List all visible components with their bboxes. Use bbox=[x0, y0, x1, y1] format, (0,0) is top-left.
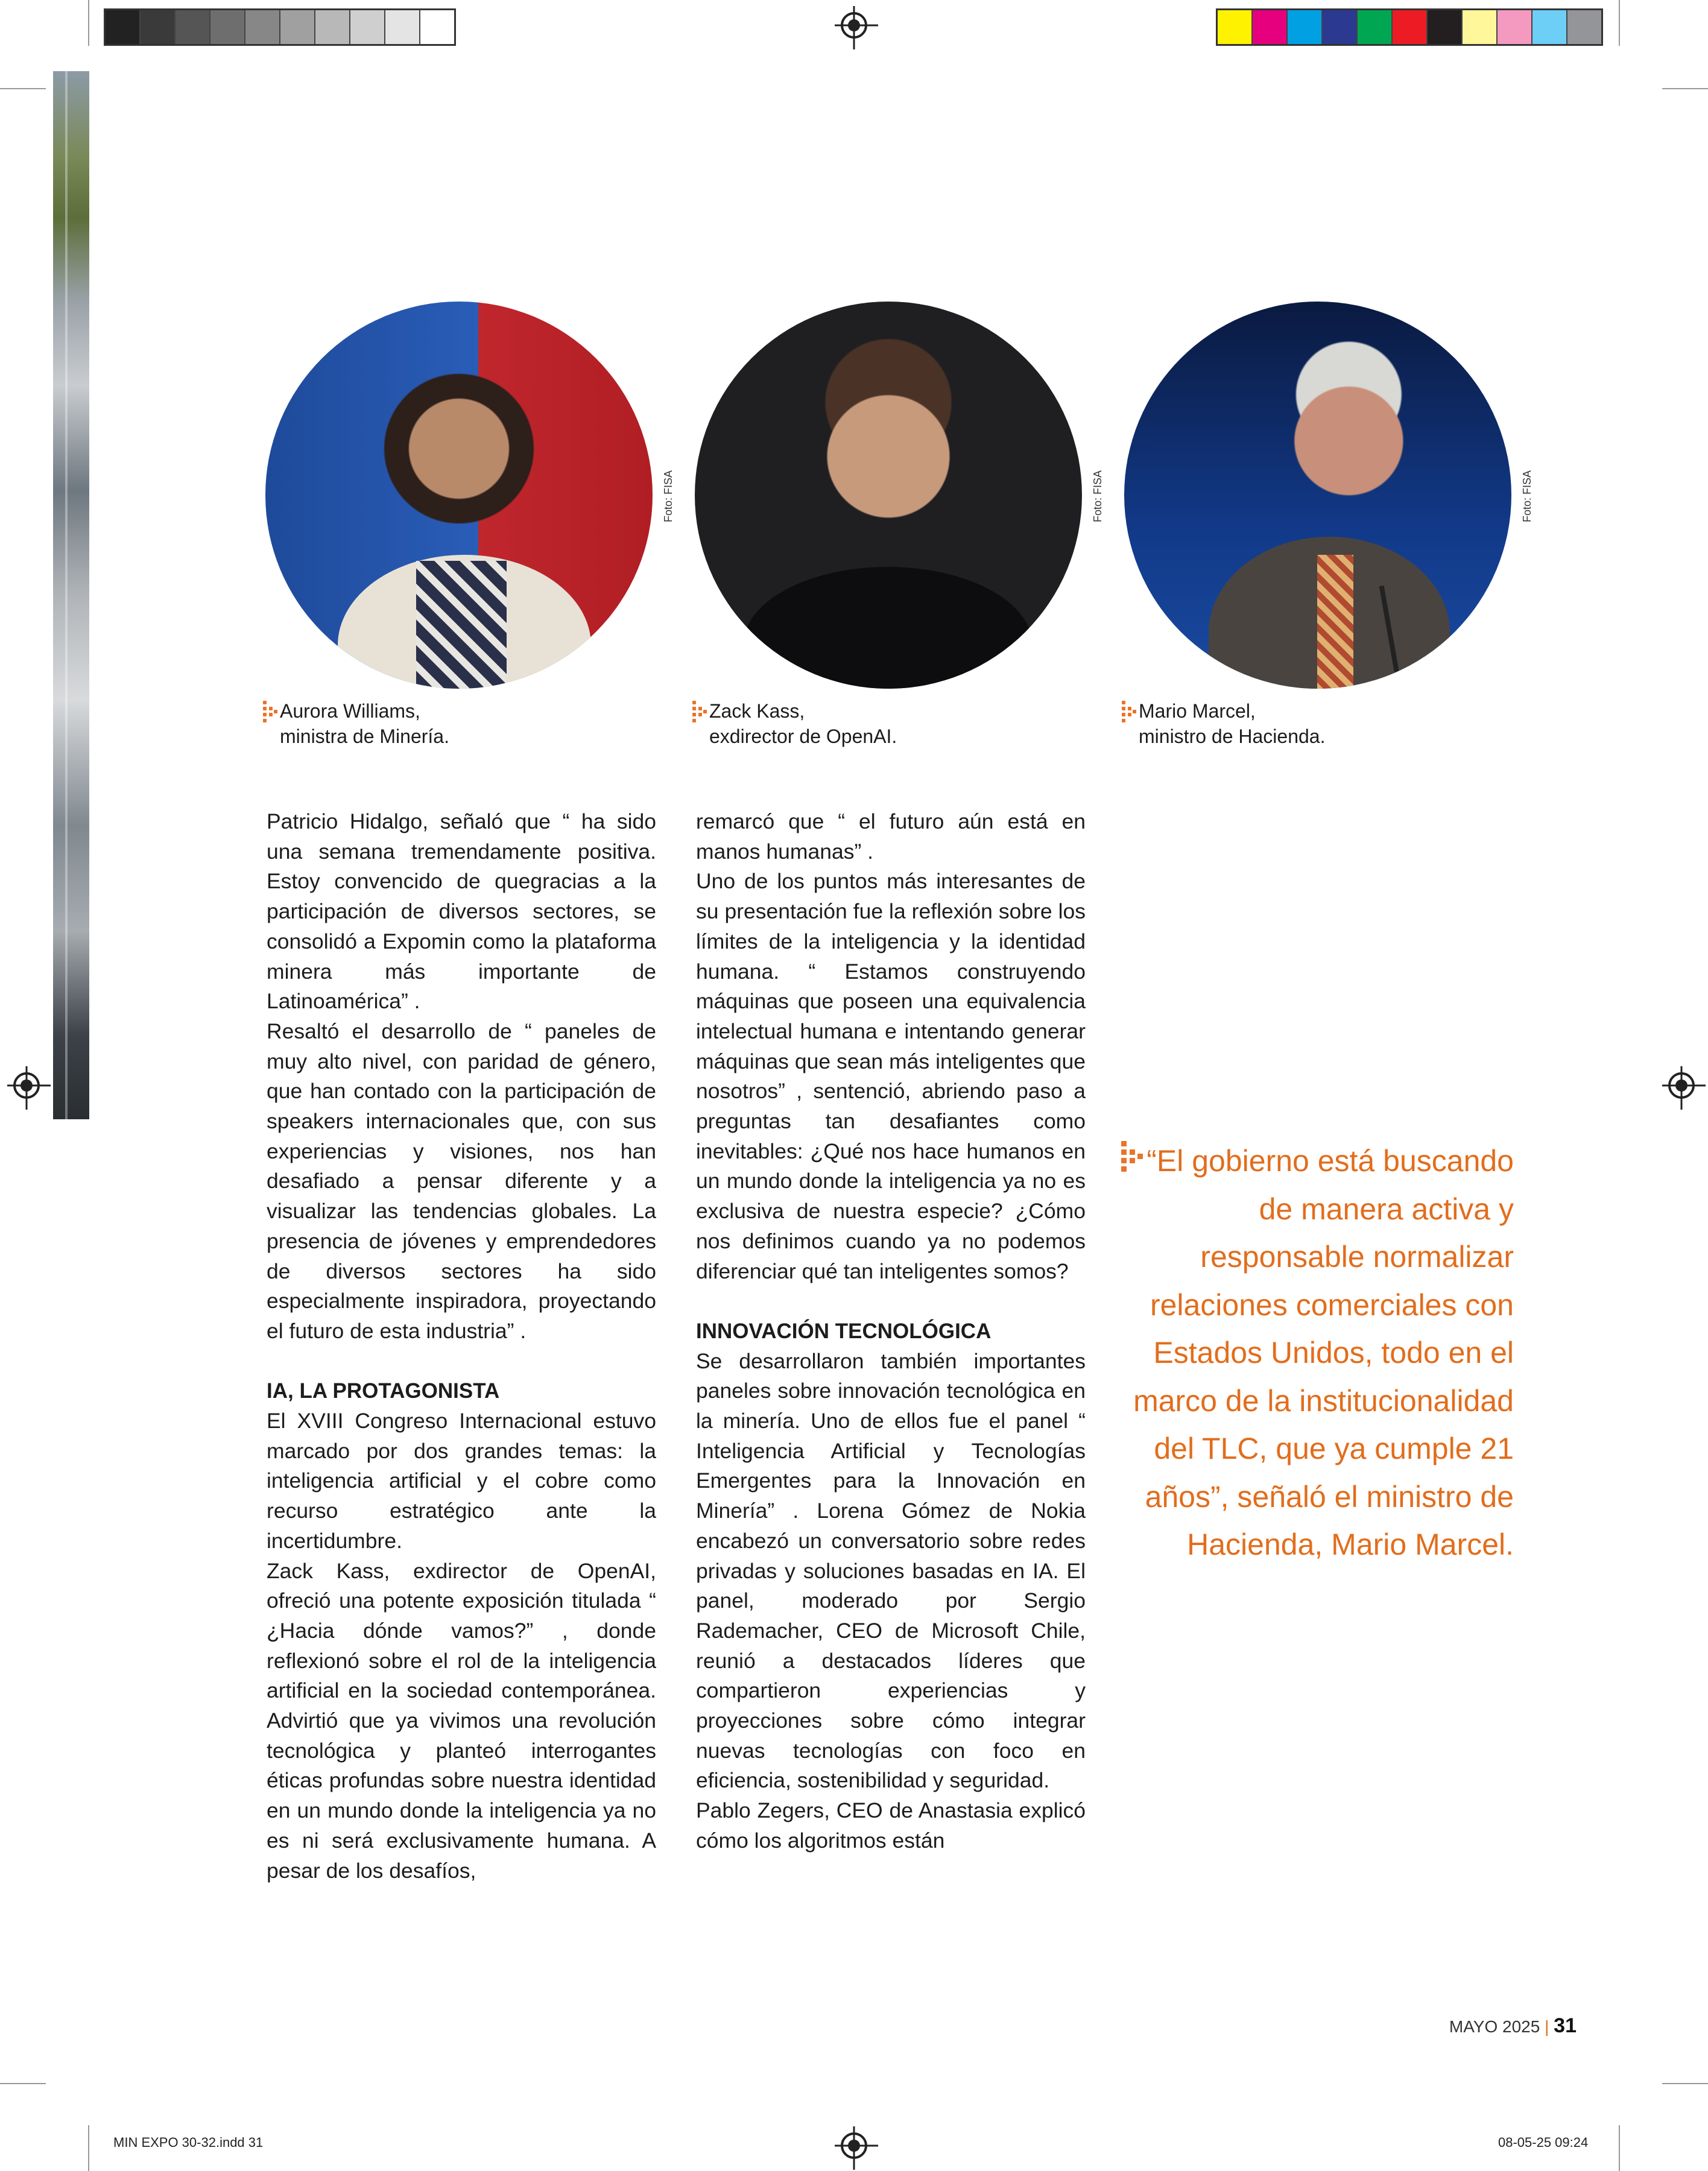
paragraph: Resaltó el desarrollo de “ paneles de muy alto nivel, con paridad de género, que han contado con la participación de speakers internacionales que, con sus experiencias y visiones, nos han desafiado a pensar diferente y a visualizar las tendencias globales. La presencia de jóvenes y emprendedores de diversos sectores ha sido especialmente inspiradora, proyectando el futuro de esta industria” . bbox=[267, 1019, 656, 1343]
article-column-1 bbox=[267, 807, 656, 1886]
page-number: 31 bbox=[1554, 2014, 1577, 2037]
portrait-mario-marcel bbox=[1124, 302, 1511, 689]
paragraph: Uno de los puntos más interesantes de su presentación fue la reflexión sobre los límites de la inteligencia y la identidad humana. “ Estamos construyendo máquinas que poseen una equivalencia intelectual humana e intentando generar máquinas que sean más inteligentes que nosotros” , sentenció, abriendo paso a preguntas tan desafiantes como inevitables: ¿Qué nos hace humanos en un mundo donde la inteligencia ya no es exclusiva de nuestra especie? ¿Cómo nos definimos cuando ya no podemos diferenciar qué tan inteligentes somos? bbox=[696, 869, 1086, 1283]
swatch bbox=[315, 10, 350, 44]
caption-name: Aurora Williams, bbox=[280, 700, 420, 722]
swatch bbox=[141, 10, 176, 44]
paragraph: Se desarrollaron también importantes paneles sobre innovación tecnológica en la minería. Uno de ellos fue el panel “ Inteligencia Artificial y Tecnologías Emergentes para la Innovación en Minería” . Lorena Gómez de Nokia encabezó un conversatorio sobre redes privadas y soluciones basadas en IA. El panel, moderado por Sergio Rademacher, CEO de Microsoft Chile, reunió a destacados líderes que compartieron experiencias y proyecciones sobre cómo integrar nuevas tecnologías con foco en eficiencia, sostenibilidad y seguridad. bbox=[696, 1348, 1086, 1793]
crop-mark bbox=[88, 0, 89, 46]
crop-mark bbox=[1619, 0, 1620, 46]
orange-dots-bullet-icon bbox=[1122, 698, 1139, 722]
photo-caption bbox=[263, 698, 449, 749]
orange-dots-bullet-icon bbox=[1121, 1137, 1147, 1174]
registration-mark-icon bbox=[841, 2132, 867, 2159]
swatch bbox=[1498, 10, 1532, 44]
swatch bbox=[106, 10, 141, 44]
swatch bbox=[280, 10, 315, 44]
swatch bbox=[1323, 10, 1358, 44]
crop-mark bbox=[1662, 88, 1708, 89]
crop-mark bbox=[88, 2125, 89, 2171]
section-heading: INNOVACIÓN TECNOLÓGICA bbox=[696, 1319, 992, 1343]
photo-credit: Foto: FISA bbox=[662, 470, 674, 522]
pull-quote bbox=[1116, 1137, 1514, 1569]
registration-mark-icon bbox=[841, 12, 867, 39]
swatch bbox=[350, 10, 385, 44]
photo-credit: Foto: FISA bbox=[1521, 470, 1533, 522]
caption-role: ministra de Minería. bbox=[280, 725, 449, 747]
swatch bbox=[1532, 10, 1567, 44]
pull-quote-text: “El gobierno está buscando de manera activa y responsable normalizar relaciones comerciales con Estados Unidos, todo en el marco de la institucionalidad del TLC, que ya cumple 21 años”, señaló el ministro de Hacienda, Mario Marcel. bbox=[1133, 1144, 1514, 1561]
indd-slug-timestamp: 08-05-25 09:24 bbox=[1498, 2135, 1589, 2150]
crop-mark bbox=[0, 88, 46, 89]
swatch bbox=[245, 10, 280, 44]
portrait-aurora-williams bbox=[265, 302, 653, 689]
caption-name: Zack Kass, bbox=[709, 700, 805, 722]
caption-role: exdirector de OpenAI. bbox=[709, 725, 897, 747]
swatch bbox=[1288, 10, 1323, 44]
swatch bbox=[176, 10, 210, 44]
swatch bbox=[1393, 10, 1428, 44]
paragraph: El XVIII Congreso Internacional estuvo marcado por dos grandes temas: la inteligencia artificial y el cobre como recurso estratégico ante la incertidumbre. bbox=[267, 1409, 656, 1553]
registration-mark-icon bbox=[13, 1072, 40, 1099]
swatch bbox=[1218, 10, 1253, 44]
paragraph: remarcó que “ el futuro aún está en manos humanas” . bbox=[696, 809, 1086, 864]
crop-mark bbox=[1619, 2125, 1620, 2171]
paragraph: Patricio Hidalgo, señaló que “ ha sido una semana tremendamente positiva. Estoy convencido de quegracias a la participación de diversos sectores, se consolidó a Expomin como la plataforma minera más importante de Latinoamérica” . bbox=[267, 809, 656, 1014]
article-column-2 bbox=[696, 807, 1086, 1856]
orange-dots-bullet-icon bbox=[692, 698, 709, 722]
paragraph: Pablo Zegers, CEO de Anastasia explicó cómo los algoritmos están bbox=[696, 1798, 1086, 1853]
indd-slug-file: MIN EXPO 30-32.indd 31 bbox=[113, 2135, 264, 2150]
paragraph: Zack Kass, exdirector de OpenAI, ofreció una potente exposición titulada “ ¿Hacia dónde vamos?” , donde reflexionó sobre el rol de la inteligencia artificial en la sociedad contemporánea. Advirtió que ya vivimos una revolución tecnológica y planteó interrogantes éticas profundas sobre nuestra identidad en un mundo donde la inteligencia ya no es ni será exclusivamente humana. A pesar de los desafíos, bbox=[267, 1558, 656, 1883]
crop-mark bbox=[1662, 2083, 1708, 2084]
swatch bbox=[1567, 10, 1601, 44]
swatch bbox=[1253, 10, 1288, 44]
grayscale-color-bar bbox=[104, 8, 456, 46]
orange-dots-bullet-icon bbox=[263, 698, 280, 722]
swatch bbox=[210, 10, 245, 44]
process-color-bar bbox=[1216, 8, 1603, 46]
photo-credit: Foto: FISA bbox=[1092, 470, 1104, 522]
folio-month: MAYO 2025 bbox=[1449, 2017, 1540, 2036]
caption-role: ministro de Hacienda. bbox=[1139, 725, 1326, 747]
portrait-zack-kass bbox=[695, 302, 1082, 689]
swatch bbox=[385, 10, 420, 44]
registration-mark-icon bbox=[1668, 1072, 1695, 1099]
crop-mark bbox=[0, 2083, 46, 2084]
caption-name: Mario Marcel, bbox=[1139, 700, 1256, 722]
photo-caption bbox=[692, 698, 897, 749]
swatch bbox=[1428, 10, 1463, 44]
swatch bbox=[1358, 10, 1393, 44]
left-edge-photo-strip bbox=[53, 71, 89, 1119]
swatch bbox=[1463, 10, 1498, 44]
swatch bbox=[420, 10, 454, 44]
page-folio: MAYO 2025 | 31 bbox=[1449, 2014, 1577, 2037]
section-heading: IA, LA PROTAGONISTA bbox=[267, 1379, 500, 1403]
photo-caption bbox=[1122, 698, 1325, 749]
